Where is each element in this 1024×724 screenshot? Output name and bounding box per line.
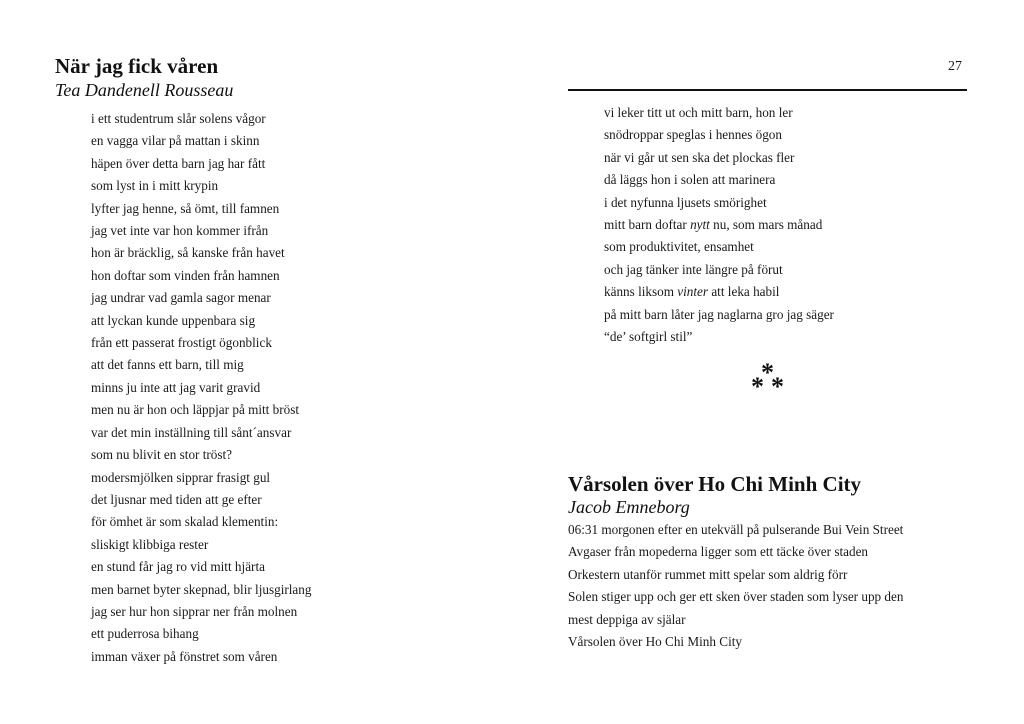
emphasized-word: vinter xyxy=(677,284,709,300)
poem-line: häpen över detta barn jag har fått xyxy=(91,155,266,171)
line-text: då läggs hon i solen att marinera xyxy=(604,172,776,188)
second-poem-text xyxy=(568,519,903,653)
line-text: att leka habil xyxy=(708,284,780,300)
emphasized-word: nytt xyxy=(690,217,710,233)
poem-line: som lyst in i mitt krypin xyxy=(91,178,219,194)
poem-line: hon doftar som vinden från hamnen xyxy=(91,267,280,283)
line-text: på mitt barn låter jag naglarna gro jag säger xyxy=(604,306,834,322)
poem-text xyxy=(91,108,311,668)
poem-line: Orkestern utanför rummet mitt spelar som aldrig förr xyxy=(568,566,848,582)
poem-line xyxy=(604,124,834,146)
poem-line: för ömhet är som skalad klementin: xyxy=(91,514,279,530)
poem-line: men nu är hon och läppjar på mitt bröst xyxy=(91,402,300,418)
poem-line: Vårsolen över Ho Chi Minh City xyxy=(568,634,742,650)
poem-line: var det min inställning till sånt´ansvar xyxy=(91,424,292,440)
poem-line xyxy=(604,214,834,236)
poem-line: mest deppiga av själar xyxy=(568,611,686,627)
poem-line: Avgaser från mopederna ligger som ett täcke över staden xyxy=(568,544,869,560)
poem-line: 06:31 morgonen efter en utekväll på pulserande Bui Vein Street xyxy=(568,522,904,537)
poem-line: imman växer på fönstret som våren xyxy=(91,648,278,664)
poem-title: När jag fick våren xyxy=(55,54,219,78)
poem-line: modersmjölken sipprar frasigt gul xyxy=(91,469,271,485)
poem-author: Tea Dandenell Rousseau xyxy=(55,80,234,100)
poem-line xyxy=(604,326,834,348)
poem-line xyxy=(604,281,834,303)
poem-line xyxy=(604,259,834,281)
poem-line: sliskigt klibbiga rester xyxy=(91,536,209,552)
poem-line: att lyckan kunde uppenbara sig xyxy=(91,312,256,328)
poem-line: lyfter jag henne, så ömt, till famnen xyxy=(91,200,280,216)
line-text: i det nyfunna ljusets smörighet xyxy=(604,194,767,210)
line-text: “de’ softgirl stil” xyxy=(604,329,693,345)
poem-line xyxy=(604,102,834,124)
poem-line: jag ser hur hon sipprar ner från molnen xyxy=(91,603,298,619)
poem-line: som nu blivit en stor tröst? xyxy=(91,447,233,463)
poem-line: från ett passerat frostigt ögonblick xyxy=(91,335,272,351)
poem-line: men barnet byter skepnad, blir ljusgirlang xyxy=(91,581,312,597)
asterism-star: * xyxy=(751,372,764,401)
poem-line: att det fanns ett barn, till mig xyxy=(91,357,244,373)
poem-line: en vagga vilar på mattan i skinn xyxy=(91,133,260,149)
line-text: snödroppar speglas i hennes ögon xyxy=(604,127,782,143)
poem-line: hon är bräcklig, så kanske från havet xyxy=(91,245,285,261)
poem-continuation xyxy=(604,102,834,348)
poem-line xyxy=(604,169,834,191)
line-text: när vi går ut sen ska det plockas fler xyxy=(604,149,795,165)
header-rule xyxy=(568,89,967,91)
asterism-star: * xyxy=(771,372,784,401)
second-poem-author: Jacob Emneborg xyxy=(568,497,690,517)
poem-line: ett puderrosa bihang xyxy=(91,626,199,642)
poem-line: jag undrar vad gamla sagor menar xyxy=(91,290,271,306)
line-text: känns liksom xyxy=(604,284,678,300)
second-poem-title: Vårsolen över Ho Chi Minh City xyxy=(568,472,862,496)
poem-line xyxy=(604,304,834,326)
poem-line: det ljusnar med tiden att ge efter xyxy=(91,491,262,507)
poem-line: i ett studentrum slår solens vågor xyxy=(91,111,266,126)
asterism-star: * xyxy=(761,358,774,387)
poem-line: Solen stiger upp och ger ett sken över staden som lyser upp den xyxy=(568,589,904,605)
poem-line: en stund får jag ro vid mitt hjärta xyxy=(91,559,265,575)
page-number: 27 xyxy=(948,59,962,74)
line-text: vi leker titt ut och mitt barn, hon ler xyxy=(604,105,793,120)
line-text: som produktivitet, ensamhet xyxy=(604,239,754,255)
line-text: nu, som mars månad xyxy=(709,217,823,233)
poem-line xyxy=(604,147,834,169)
line-text: mitt barn doftar xyxy=(604,217,691,233)
line-text: och jag tänker inte längre på förut xyxy=(604,261,783,277)
asterism-divider xyxy=(750,358,786,401)
poem-line xyxy=(604,192,834,214)
poem-line: jag vet inte var hon kommer ifrån xyxy=(91,223,269,239)
poem-line: minns ju inte att jag varit gravid xyxy=(91,379,261,395)
poem-line xyxy=(604,236,834,258)
